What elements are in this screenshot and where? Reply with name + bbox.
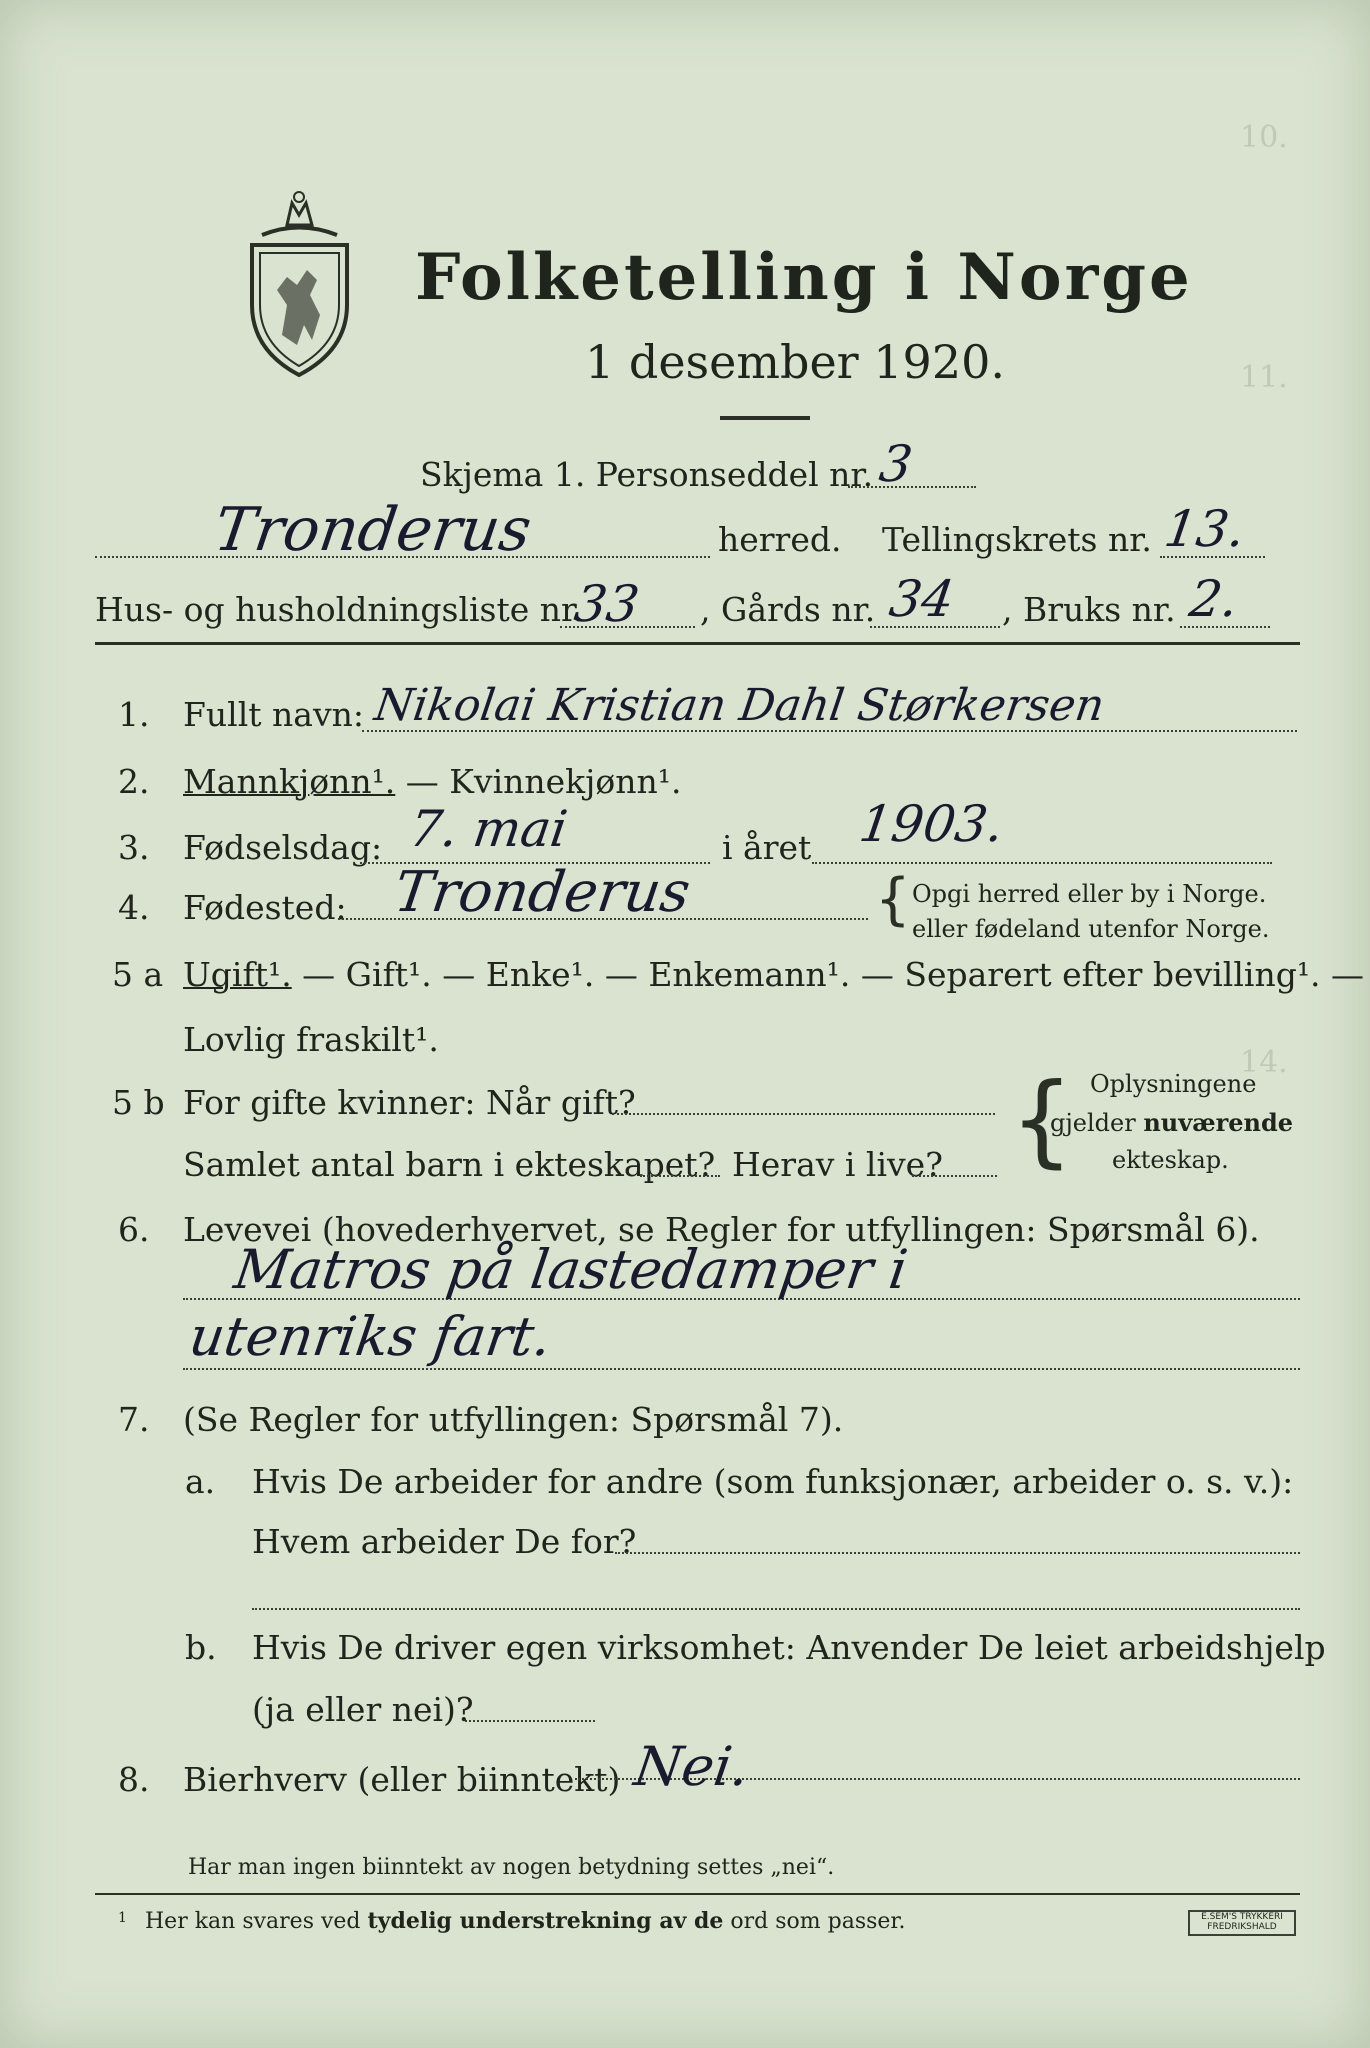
coat-of-arms-icon	[242, 185, 357, 384]
q6-number: 6.	[118, 1210, 150, 1249]
q5a-number: 5 a	[112, 955, 164, 994]
header-rule	[95, 642, 1300, 645]
field-line	[812, 862, 1272, 864]
field-line	[183, 1368, 1300, 1370]
q7b-question: (ja eller nei)?	[252, 1690, 474, 1729]
bottom-note: Har man ingen biinntekt av nogen betydning settes „nei“.	[188, 1855, 835, 1880]
q4-hint-1: Opgi herred eller by i Norge.	[912, 880, 1267, 908]
household-label: Hus- og husholdningsliste nr.	[95, 590, 584, 629]
footnote-marker: 1	[118, 1910, 127, 1926]
q7a-number: a.	[185, 1462, 216, 1501]
personseddel-number[interactable]: 3	[875, 435, 916, 493]
children-label: Samlet antal barn i ekteskapet?	[183, 1145, 716, 1184]
brace: {	[1010, 1061, 1074, 1178]
q7b-number: b.	[185, 1628, 217, 1667]
gards-number[interactable]: 34	[885, 570, 958, 628]
ugift-option[interactable]: Ugift¹.	[183, 955, 292, 994]
q1-label: Fullt navn:	[183, 695, 364, 734]
q8-label: Bierhverv (eller biinntekt)	[183, 1760, 621, 1799]
q5b-note-1: Oplysningene	[1090, 1070, 1257, 1098]
bruks-number[interactable]: 2.	[1185, 570, 1242, 628]
household-number[interactable]: 33	[570, 575, 643, 633]
q5b-label: For gifte kvinner: Når gift?	[183, 1083, 636, 1122]
footnote: Her kan svares ved tydelig understrekning av de ord som passer.	[145, 1908, 906, 1934]
q1-number: 1.	[118, 695, 150, 734]
occupation-line-2[interactable]: utenriks fart.	[185, 1305, 556, 1368]
q5b-number: 5 b	[112, 1083, 165, 1122]
birthplace[interactable]: Tronderus	[390, 860, 695, 925]
side-income-value[interactable]: Nei.	[630, 1735, 754, 1798]
employer-field[interactable]	[615, 1552, 1300, 1554]
herred-value[interactable]: Tronderus	[210, 495, 536, 565]
printer-stamp: E.SEM'S TRYKKERI FREDRIKSHALD	[1188, 1910, 1296, 1936]
sex-options	[183, 762, 682, 801]
q4-hint-2: eller fødeland utenfor Norge.	[912, 915, 1270, 943]
bleed-through-text: 10.	[1240, 120, 1288, 155]
q4-number: 4.	[118, 888, 150, 927]
q7a-label: Hvis De arbeider for andre (som funksjonær, arbeider o. s. v.):	[252, 1462, 1294, 1501]
census-date: 1 desember 1920.	[585, 335, 1005, 389]
gards-label: , Gårds nr.	[700, 590, 876, 629]
field-line	[848, 486, 976, 488]
q6-label: Levevei (hovederhvervet, se Regler for utfyllingen: Spørsmål 6).	[183, 1210, 1260, 1249]
q7-label: (Se Regler for utfyllingen: Spørsmål 7).	[183, 1400, 844, 1439]
brace: {	[875, 867, 911, 932]
q5b-note-2: gjelder nuværende	[1050, 1108, 1294, 1137]
bleed-through-text: 14.	[1240, 1045, 1288, 1080]
q7-number: 7.	[118, 1400, 150, 1439]
occupation-line-1[interactable]: Matros på lastedamper i	[230, 1238, 912, 1301]
separator: —	[395, 762, 450, 801]
form-title: Folketelling i Norge	[415, 240, 1193, 315]
bruks-label: , Bruks nr.	[1002, 590, 1176, 629]
field-line	[640, 1175, 720, 1177]
q4-label: Fødested:	[183, 888, 347, 927]
hired-help-field[interactable]	[465, 1720, 595, 1722]
fraskilt-option[interactable]: Lovlig fraskilt¹.	[183, 1020, 439, 1059]
female-option[interactable]: Kvinnekjønn¹.	[449, 762, 682, 801]
q3-label: Fødselsdag:	[183, 828, 383, 867]
full-name[interactable]: Nikolai Kristian Dahl Størkersen	[371, 680, 1108, 731]
title-divider	[720, 416, 810, 420]
q8-number: 8.	[118, 1760, 150, 1799]
q7a-question: Hvem arbeider De for?	[252, 1522, 637, 1561]
year-label: i året	[722, 828, 812, 867]
schema-label: Skjema 1. Personseddel nr.	[420, 455, 874, 494]
footer-rule	[95, 1893, 1300, 1895]
q2-number: 2.	[118, 762, 150, 801]
q3-number: 3.	[118, 828, 150, 867]
other-status-options[interactable]: — Gift¹. — Enke¹. — Enkemann¹. — Separert efter bevilling¹. —	[291, 955, 1365, 994]
field-line	[612, 1113, 995, 1115]
field-line	[912, 1175, 997, 1177]
employer-field-continued[interactable]	[252, 1608, 1300, 1610]
birth-date[interactable]: 7. mai	[405, 800, 571, 858]
tellingskrets-label: Tellingskrets nr.	[882, 520, 1152, 559]
male-option[interactable]: Mannkjønn¹.	[183, 762, 396, 801]
q5b-note-3: ekteskap.	[1112, 1146, 1229, 1174]
q7b-label: Hvis De driver egen virksomhet: Anvender De leiet arbeidshjelp	[252, 1628, 1326, 1667]
alive-label: Herav i live?	[732, 1145, 943, 1184]
birth-year[interactable]: 1903.	[855, 795, 1008, 853]
tellingskrets-value[interactable]: 13.	[1160, 500, 1249, 558]
herred-label: herred.	[718, 520, 842, 559]
bleed-through-text: 11.	[1240, 360, 1288, 395]
civil-status-options	[183, 955, 1364, 994]
